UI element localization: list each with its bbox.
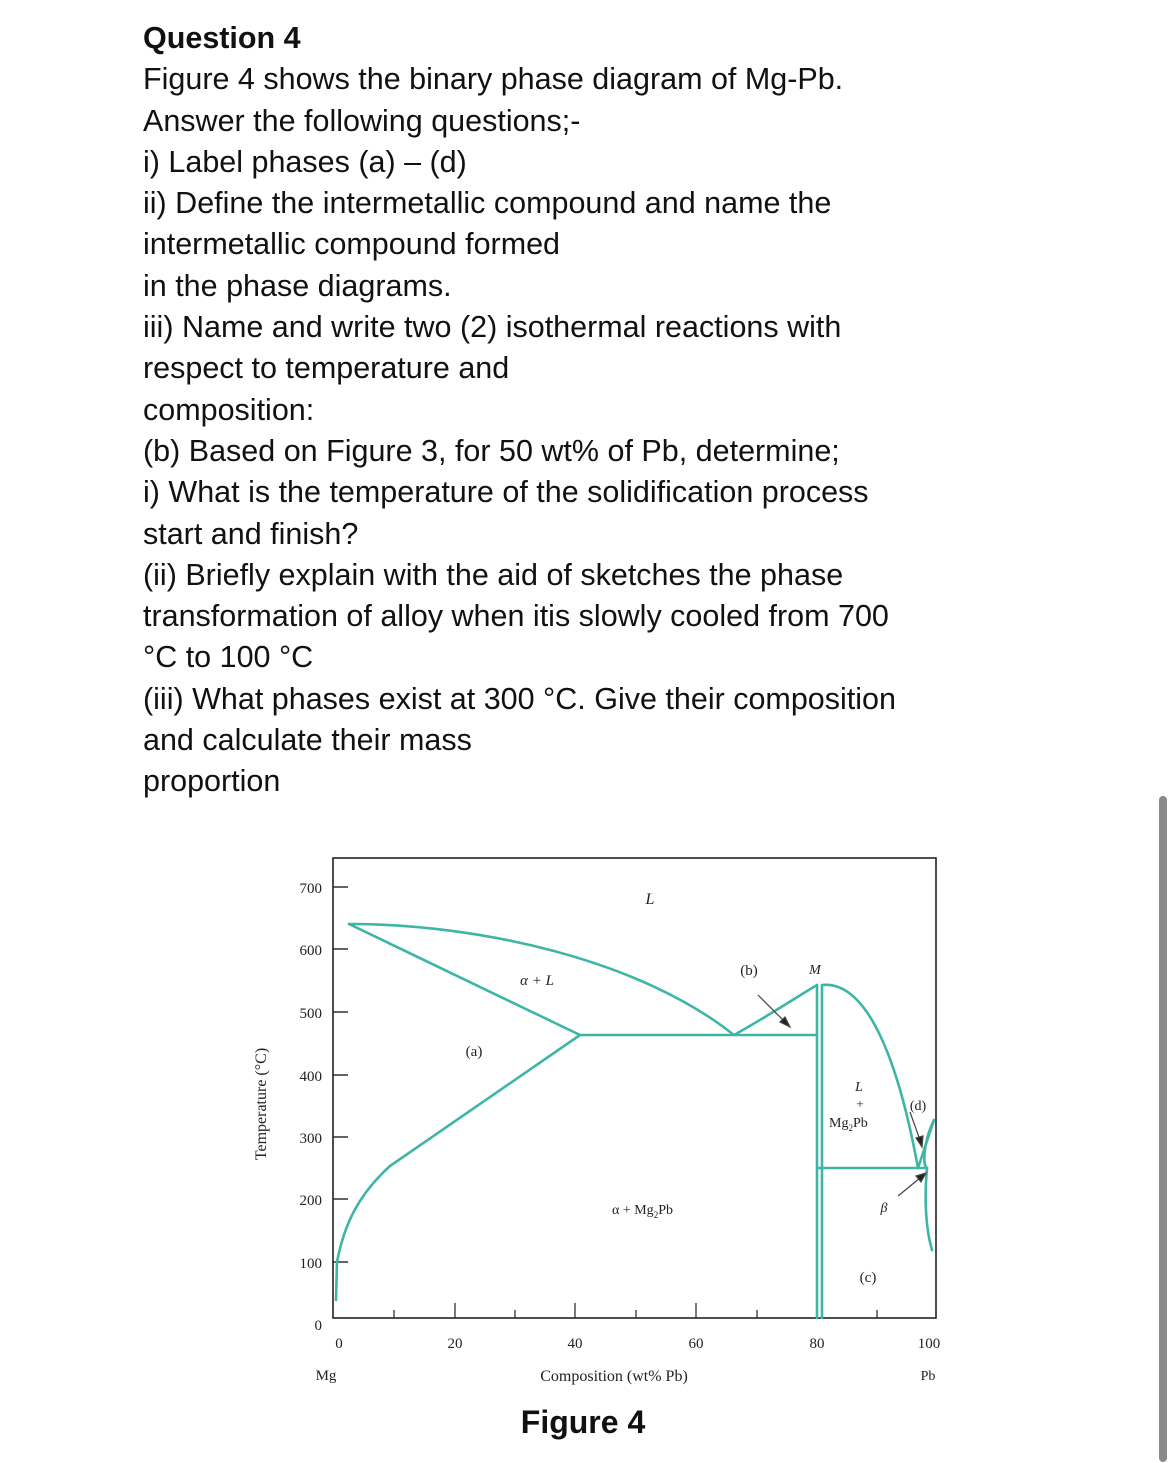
region-label-m: M	[809, 963, 821, 978]
question-line: ii) Define the intermetallic compound and name the	[143, 186, 832, 221]
x-tick-label: 80	[809, 1336, 825, 1352]
question-line: respect to temperature and	[143, 351, 510, 386]
region-label-a: (a)	[465, 1044, 483, 1060]
vertical-scrollbar[interactable]	[1159, 796, 1167, 1462]
question-line: intermetallic compound formed	[143, 227, 561, 262]
x-tick-label: 100	[917, 1336, 941, 1352]
question-line: and calculate their mass	[143, 723, 472, 758]
liquidus-compound-right	[822, 985, 918, 1168]
region-label-b: (b)	[740, 963, 758, 979]
question-title: Question 4	[143, 21, 301, 55]
question-line: in the phase diagrams.	[143, 268, 452, 303]
x-tick-label: 40	[567, 1336, 583, 1352]
region-label-beta: β	[880, 1201, 888, 1216]
y-axis-label: Temperature (°C)	[253, 1047, 270, 1161]
y-tick-label: 300	[299, 1131, 322, 1147]
phase-diagram-figure	[240, 850, 980, 1410]
x-right-end-label: Pb	[920, 1369, 936, 1384]
x-tick-marks	[394, 1303, 877, 1318]
question-line: proportion	[143, 764, 281, 799]
question-line: composition:	[143, 392, 315, 427]
y-tick-label: 400	[299, 1069, 322, 1085]
question-line: start and finish?	[143, 516, 359, 551]
region-label-mg2pb: $Mg_2Pb$	[829, 1116, 868, 1133]
y-tick-label: 500	[299, 1006, 322, 1022]
y-tick-label: 0	[314, 1318, 322, 1334]
question-line: i) Label phases (a) – (d)	[143, 144, 467, 179]
region-label-c: (c)	[859, 1270, 877, 1286]
region-label-alpha-liquid: α + L	[520, 973, 554, 989]
y-tick-marks	[333, 887, 348, 1262]
x-tick-label: 20	[447, 1336, 463, 1352]
question-line: Answer the following questions;-	[143, 103, 581, 138]
region-label-alpha-mg2pb: $\alpha + Mg_2Pb$	[612, 1203, 673, 1220]
question-line: (iii) What phases exist at 300 °C. Give their composition	[143, 681, 896, 716]
region-label-liquid: L	[645, 891, 655, 908]
question-text	[143, 18, 1043, 803]
region-label-d: (d)	[909, 1099, 927, 1114]
question-line: (ii) Briefly explain with the aid of sketches the phase	[143, 557, 844, 592]
question-line: Figure 4 shows the binary phase diagram of Mg-Pb.	[143, 62, 844, 97]
alpha-solvus	[336, 1035, 580, 1300]
region-label-l: L	[855, 1080, 863, 1095]
liquidus-compound-left	[734, 985, 817, 1035]
question-line: transformation of alloy when itis slowly cooled from 700	[143, 599, 889, 634]
arrowhead-d	[916, 1136, 923, 1147]
phase-diagram-svg	[240, 850, 980, 1410]
region-label-plus: +	[856, 1096, 864, 1111]
y-tick-label: 200	[299, 1193, 322, 1209]
arrow-beta	[898, 1178, 920, 1196]
y-tick-label: 600	[299, 943, 322, 959]
question-line: i) What is the temperature of the solidification process	[143, 475, 869, 510]
x-tick-label: 60	[688, 1336, 704, 1352]
y-tick-label: 700	[299, 881, 322, 897]
x-left-end-label: Mg	[315, 1368, 337, 1384]
question-line: iii) Name and write two (2) isothermal reactions with	[143, 310, 842, 345]
question-line: (b) Based on Figure 3, for 50 wt% of Pb, determine;	[143, 433, 840, 468]
x-tick-label: 0	[335, 1336, 343, 1352]
x-axis-label: Composition (wt% Pb)	[540, 1368, 688, 1385]
question-line: °C to 100 °C	[143, 640, 314, 675]
figure-caption: Figure 4	[520, 1404, 646, 1440]
y-tick-label: 100	[299, 1256, 322, 1272]
beta-solvus	[926, 1168, 932, 1250]
